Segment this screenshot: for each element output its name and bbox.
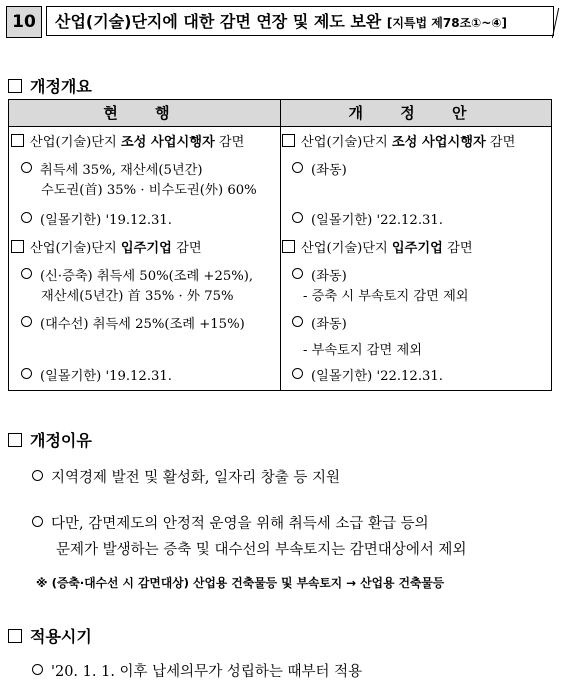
section-heading-overview: 개정개요	[8, 74, 92, 97]
current-item2-sunset: (일몰기한) '19.12.31.	[21, 368, 172, 386]
reason-bullet-2-continued: 문제가 발생하는 증축 및 대수선의 부속토지는 감면대상에서 제외	[56, 542, 467, 558]
revised-item2-heading: 산업(기술)단지 입주기업 감면	[282, 240, 473, 258]
reason-note: ※ (증축·대수선 시 감면대상) 산업용 건축물등 및 부속토지 → 산업용 건축물등	[36, 576, 445, 590]
circle-bullet-icon	[21, 316, 32, 327]
current-item1-rates: 취득세 35%, 재산세(5년간)	[21, 162, 202, 180]
current-item2-property-tax: 재산세(5년간) 首 35% · 外 75%	[41, 289, 234, 304]
square-bullet-icon	[8, 433, 22, 447]
square-bullet-icon	[8, 629, 22, 643]
comparison-table	[8, 99, 552, 391]
checkbox-square-icon	[11, 134, 24, 147]
checkbox-square-icon	[282, 134, 295, 147]
header-decoration	[552, 8, 569, 38]
effective-date-bullet: '20. 1. 1. 이후 납세의무가 성립하는 때부터 적용	[32, 660, 362, 684]
circle-bullet-icon	[21, 212, 32, 223]
circle-bullet-icon	[292, 268, 303, 279]
circle-bullet-icon	[32, 470, 43, 481]
column-header-current: 현 행	[103, 104, 186, 122]
circle-bullet-icon	[292, 162, 303, 173]
circle-bullet-icon	[292, 316, 303, 327]
circle-bullet-icon	[32, 664, 43, 675]
revised-item2-sunset: (일몰기한) '22.12.31.	[292, 368, 443, 386]
current-item2-heading: 산업(기술)단지 입주기업 감면	[11, 240, 202, 258]
reason-bullet-1: 지역경제 발전 및 활성화, 일자리 창출 등 지원	[32, 466, 340, 490]
current-item1-sunset: (일몰기한) '19.12.31.	[21, 212, 172, 230]
circle-bullet-icon	[21, 162, 32, 173]
circle-bullet-icon	[292, 368, 303, 379]
current-item2-major-repair: (대수선) 취득세 25%(조례 +15%)	[21, 316, 245, 334]
revised-item1-heading: 산업(기술)단지 조성 사업시행자 감면	[282, 134, 515, 152]
current-item1-regional-rates: 수도권(首) 35% · 비수도권(外) 60%	[41, 183, 257, 198]
checkbox-square-icon	[11, 240, 24, 253]
item-number: 10	[6, 6, 42, 38]
reason-bullet-2: 다만, 감면제도의 안정적 운영을 위해 취득세 소급 환급 등의	[32, 512, 429, 536]
circle-bullet-icon	[32, 516, 43, 527]
document-header	[6, 6, 556, 40]
column-header-revised: 개 정 안	[348, 104, 483, 122]
current-item1-heading: 산업(기술)단지 조성 사업시행자 감면	[11, 134, 244, 152]
current-item2-new-construction: (신·증축) 취득세 50%(조례 +25%),	[21, 268, 253, 286]
revised-item2-extension-exclusion: - 증축 시 부속토지 감면 제외	[303, 289, 469, 304]
circle-bullet-icon	[21, 268, 32, 279]
circle-bullet-icon	[21, 368, 32, 379]
column-divider	[280, 100, 281, 390]
law-reference: [지특법 제78조①~④]	[386, 16, 508, 30]
circle-bullet-icon	[292, 212, 303, 223]
section-heading-reason: 개정이유	[8, 428, 92, 451]
section-heading-effective-date: 적용시기	[8, 624, 92, 647]
revised-item1-sunset: (일몰기한) '22.12.31.	[292, 212, 443, 230]
revised-item2-same-1: (좌동)	[292, 268, 347, 286]
checkbox-square-icon	[282, 240, 295, 253]
square-bullet-icon	[8, 79, 22, 93]
item-title: 산업(기술)단지에 대한 감면 연장 및 제도 보완	[55, 12, 382, 31]
revised-item2-land-exclusion: - 부속토지 감면 제외	[303, 343, 422, 358]
revised-item1-same: (좌동)	[292, 162, 347, 180]
item-title-box	[46, 6, 554, 36]
revised-item2-same-2: (좌동)	[292, 316, 347, 334]
